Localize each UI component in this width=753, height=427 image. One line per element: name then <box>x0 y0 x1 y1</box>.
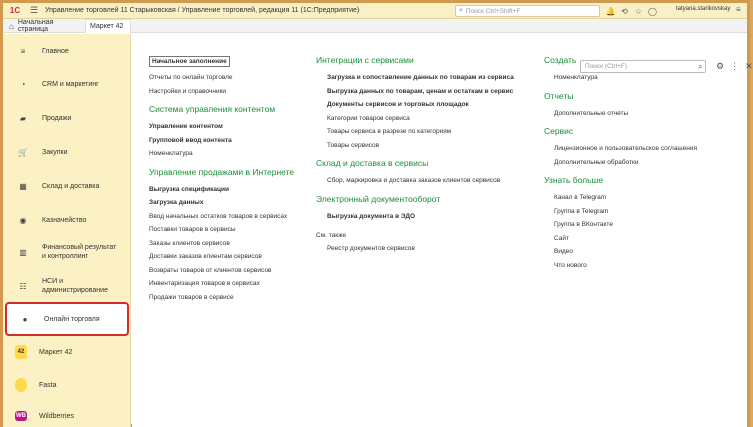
sidebar-item-fasta[interactable] <box>3 373 131 397</box>
link-initial-fill[interactable]: Начальное заполнение <box>149 56 230 67</box>
link-inventory[interactable]: Инвентаризация товаров в сервисах <box>149 280 260 287</box>
link-load-match[interactable]: Загрузка и сопоставление данных по товарам из сервиса <box>327 74 514 81</box>
link-initial-balances[interactable]: Ввод начальных остатков товаров в сервисах <box>149 212 288 220</box>
sidebar-item-market42[interactable] <box>3 340 131 364</box>
link-group-content[interactable]: Групповой ввод контента <box>149 136 232 144</box>
section-title-learn-more: Узнать больше <box>544 175 604 185</box>
link-service-docs[interactable]: Документы сервисов и торговых площадок <box>327 101 469 108</box>
sidebar-item-label: Онлайн торговля <box>44 315 100 323</box>
link-docs-registry[interactable]: Реестр документов сервисов <box>327 245 415 252</box>
sidebar-item-nsi[interactable] <box>3 271 131 301</box>
globe-icon: ● <box>22 314 28 324</box>
sidebar-item-crm[interactable] <box>3 71 131 97</box>
column-online-trade <box>149 56 319 304</box>
1c-logo: 1С <box>9 6 21 15</box>
section-title-integrations: Интеграции с сервисами <box>316 55 414 65</box>
link-vk-group[interactable]: Группа в ВКонтакте <box>554 221 613 228</box>
link-categories[interactable]: Категории товаров сервиса <box>327 114 410 122</box>
global-search-placeholder: Поиск Ctrl+Shift+F <box>465 7 521 15</box>
sidebar-item-label: НСИ и администрирование <box>42 278 108 294</box>
link-export-prices[interactable]: Выгрузка данных по товарам, ценам и остаткам в сервис <box>327 87 514 95</box>
column-actions <box>544 55 734 272</box>
link-goods-by-category[interactable]: Товары сервиса в разрезе по категориям <box>327 128 452 135</box>
link-online-reports[interactable]: Отчеты по онлайн торговле <box>149 74 233 81</box>
favorites-icon[interactable]: ☆ <box>634 6 643 16</box>
sidebar-item-treasury[interactable] <box>3 207 131 233</box>
sidebar-item-label: Склад и доставка <box>42 182 100 190</box>
sidebar-item-sales[interactable] <box>3 105 131 131</box>
tab-bar <box>3 19 747 33</box>
sidebar-item-wildberries[interactable] <box>3 405 131 427</box>
link-nomenclature[interactable]: Номенклатура <box>149 150 193 157</box>
user-icon[interactable]: ◯ <box>648 6 657 16</box>
link-settings[interactable]: Настройки и справочники <box>149 87 227 95</box>
sidebar-item-label: Маркет 42 <box>39 348 73 356</box>
link-deliveries[interactable]: Доставки заказов клиентам сервисов <box>149 253 262 260</box>
chart-icon: ▥ <box>19 247 27 257</box>
window-menu-icon[interactable]: ≡ <box>736 5 741 14</box>
close-icon[interactable]: ✕ <box>745 61 753 71</box>
more-icon[interactable]: ⋮ <box>730 61 740 71</box>
link-create-nomenclature[interactable]: Номенклатура <box>554 74 598 81</box>
link-license[interactable]: Лицензионное и пользовательское соглашения <box>554 145 698 152</box>
section-title-reports: Отчеты <box>544 90 574 101</box>
history-icon[interactable]: ⟲ <box>621 6 628 16</box>
global-search-input[interactable] <box>455 5 600 17</box>
link-supplies[interactable]: Поставки товаров в сервисы <box>149 226 236 233</box>
crm-icon: ◔ <box>20 79 26 89</box>
user-name[interactable]: tatyana.starikovskay <box>676 6 731 12</box>
sidebar-item-main[interactable] <box>3 38 131 64</box>
link-sales[interactable]: Продажи товаров в сервисе <box>149 293 234 301</box>
title-bar <box>3 3 747 19</box>
link-edo-export[interactable]: Выгрузка документа в ЭДО <box>327 212 416 220</box>
tab-home[interactable] <box>3 19 83 33</box>
wb-badge: WB <box>16 413 26 419</box>
section-title-internet-sales: Управление продажами в Интернете <box>149 166 295 177</box>
tab-market-label: Маркет 42 <box>90 23 124 30</box>
link-telegram-channel[interactable]: Канал в Telegram <box>554 194 607 201</box>
link-orders[interactable]: Заказы клиентов сервисов <box>149 239 230 247</box>
link-load-data[interactable]: Загрузка данных <box>149 199 204 206</box>
sidebar-item-label: Главное <box>42 47 69 55</box>
sidebar-item-label: Продажи <box>42 114 72 122</box>
column-integrations <box>316 55 531 256</box>
sidebar-item-label: Wildberries <box>39 412 75 420</box>
sidebar-item-label: Финансовый результат и контроллинг <box>42 244 117 260</box>
link-returns[interactable]: Возвраты товаров от клиентов сервисов <box>149 266 272 274</box>
home-icon: ⌂ <box>9 21 14 31</box>
section-title-create: Создать <box>544 55 577 65</box>
market42-badge: 42 <box>15 345 27 359</box>
settings-list-icon: ☷ <box>19 281 27 291</box>
search-icon[interactable]: ⌕ <box>698 62 703 71</box>
section-title-cms: Система управления контентом <box>149 104 276 114</box>
menu-list-icon: ≡ <box>20 46 26 56</box>
link-telegram-group[interactable]: Группа в Telegram <box>554 207 609 215</box>
main-menu-icon[interactable]: ☰ <box>29 5 39 15</box>
fasta-icon <box>15 379 27 391</box>
link-content-management[interactable]: Управление контентом <box>149 123 223 130</box>
link-collect-mark[interactable]: Сбор, маркировка и доставка заказов клиентов сервисов <box>327 177 501 184</box>
sales-bag-icon: ▰ <box>19 113 27 123</box>
gear-icon[interactable]: ⚙ <box>716 61 725 71</box>
section-title-edo: Электронный документооборот <box>316 193 441 204</box>
link-whats-new[interactable]: Что нового <box>554 261 587 269</box>
see-also-label: См. также <box>316 232 347 239</box>
section-title-warehouse: Склад и доставка в сервисы <box>316 158 429 168</box>
link-video[interactable]: Видео <box>554 248 573 255</box>
sidebar-item-label: Закупки <box>42 148 68 156</box>
window-title: Управление торговлей 11 Старыковская / Управление торговлей, редакция 11 (1С:Предприятие) <box>45 7 360 14</box>
sidebar-item-label: CRM и маркетинг <box>42 80 99 88</box>
tab-market[interactable] <box>85 19 131 33</box>
sidebar-item-online-trade[interactable] <box>5 302 129 336</box>
market42-icon <box>15 346 27 358</box>
sidebar-item-purchases[interactable] <box>3 139 131 165</box>
sidebar-item-finance[interactable] <box>3 237 131 267</box>
link-additional-reports[interactable]: Дополнительные отчеты <box>554 109 629 117</box>
warehouse-icon: ▦ <box>19 181 27 191</box>
sidebar <box>3 34 131 427</box>
section-search-placeholder: Поиск (Ctrl+F) <box>585 63 628 70</box>
coins-icon: ◉ <box>19 215 27 225</box>
wildberries-icon <box>15 410 27 422</box>
link-service-goods[interactable]: Товары сервисов <box>327 141 380 149</box>
tab-home-label: Начальная страница <box>17 19 54 33</box>
search-icon: ⌕ <box>459 7 463 14</box>
link-site[interactable]: Сайт <box>554 234 569 242</box>
sidebar-item-warehouse[interactable] <box>3 173 131 199</box>
main-panel <box>132 34 753 427</box>
cart-icon: 🛒 <box>18 147 28 157</box>
link-export-spec[interactable]: Выгрузка спецификации <box>149 185 229 193</box>
notifications-icon[interactable]: 🔔 <box>605 6 616 16</box>
sidebar-item-label: Fasta <box>39 381 57 389</box>
link-additional-processing[interactable]: Дополнительные обработки <box>554 158 639 166</box>
sidebar-item-label: Казначейство <box>42 216 87 224</box>
section-title-service: Сервис <box>544 126 574 136</box>
